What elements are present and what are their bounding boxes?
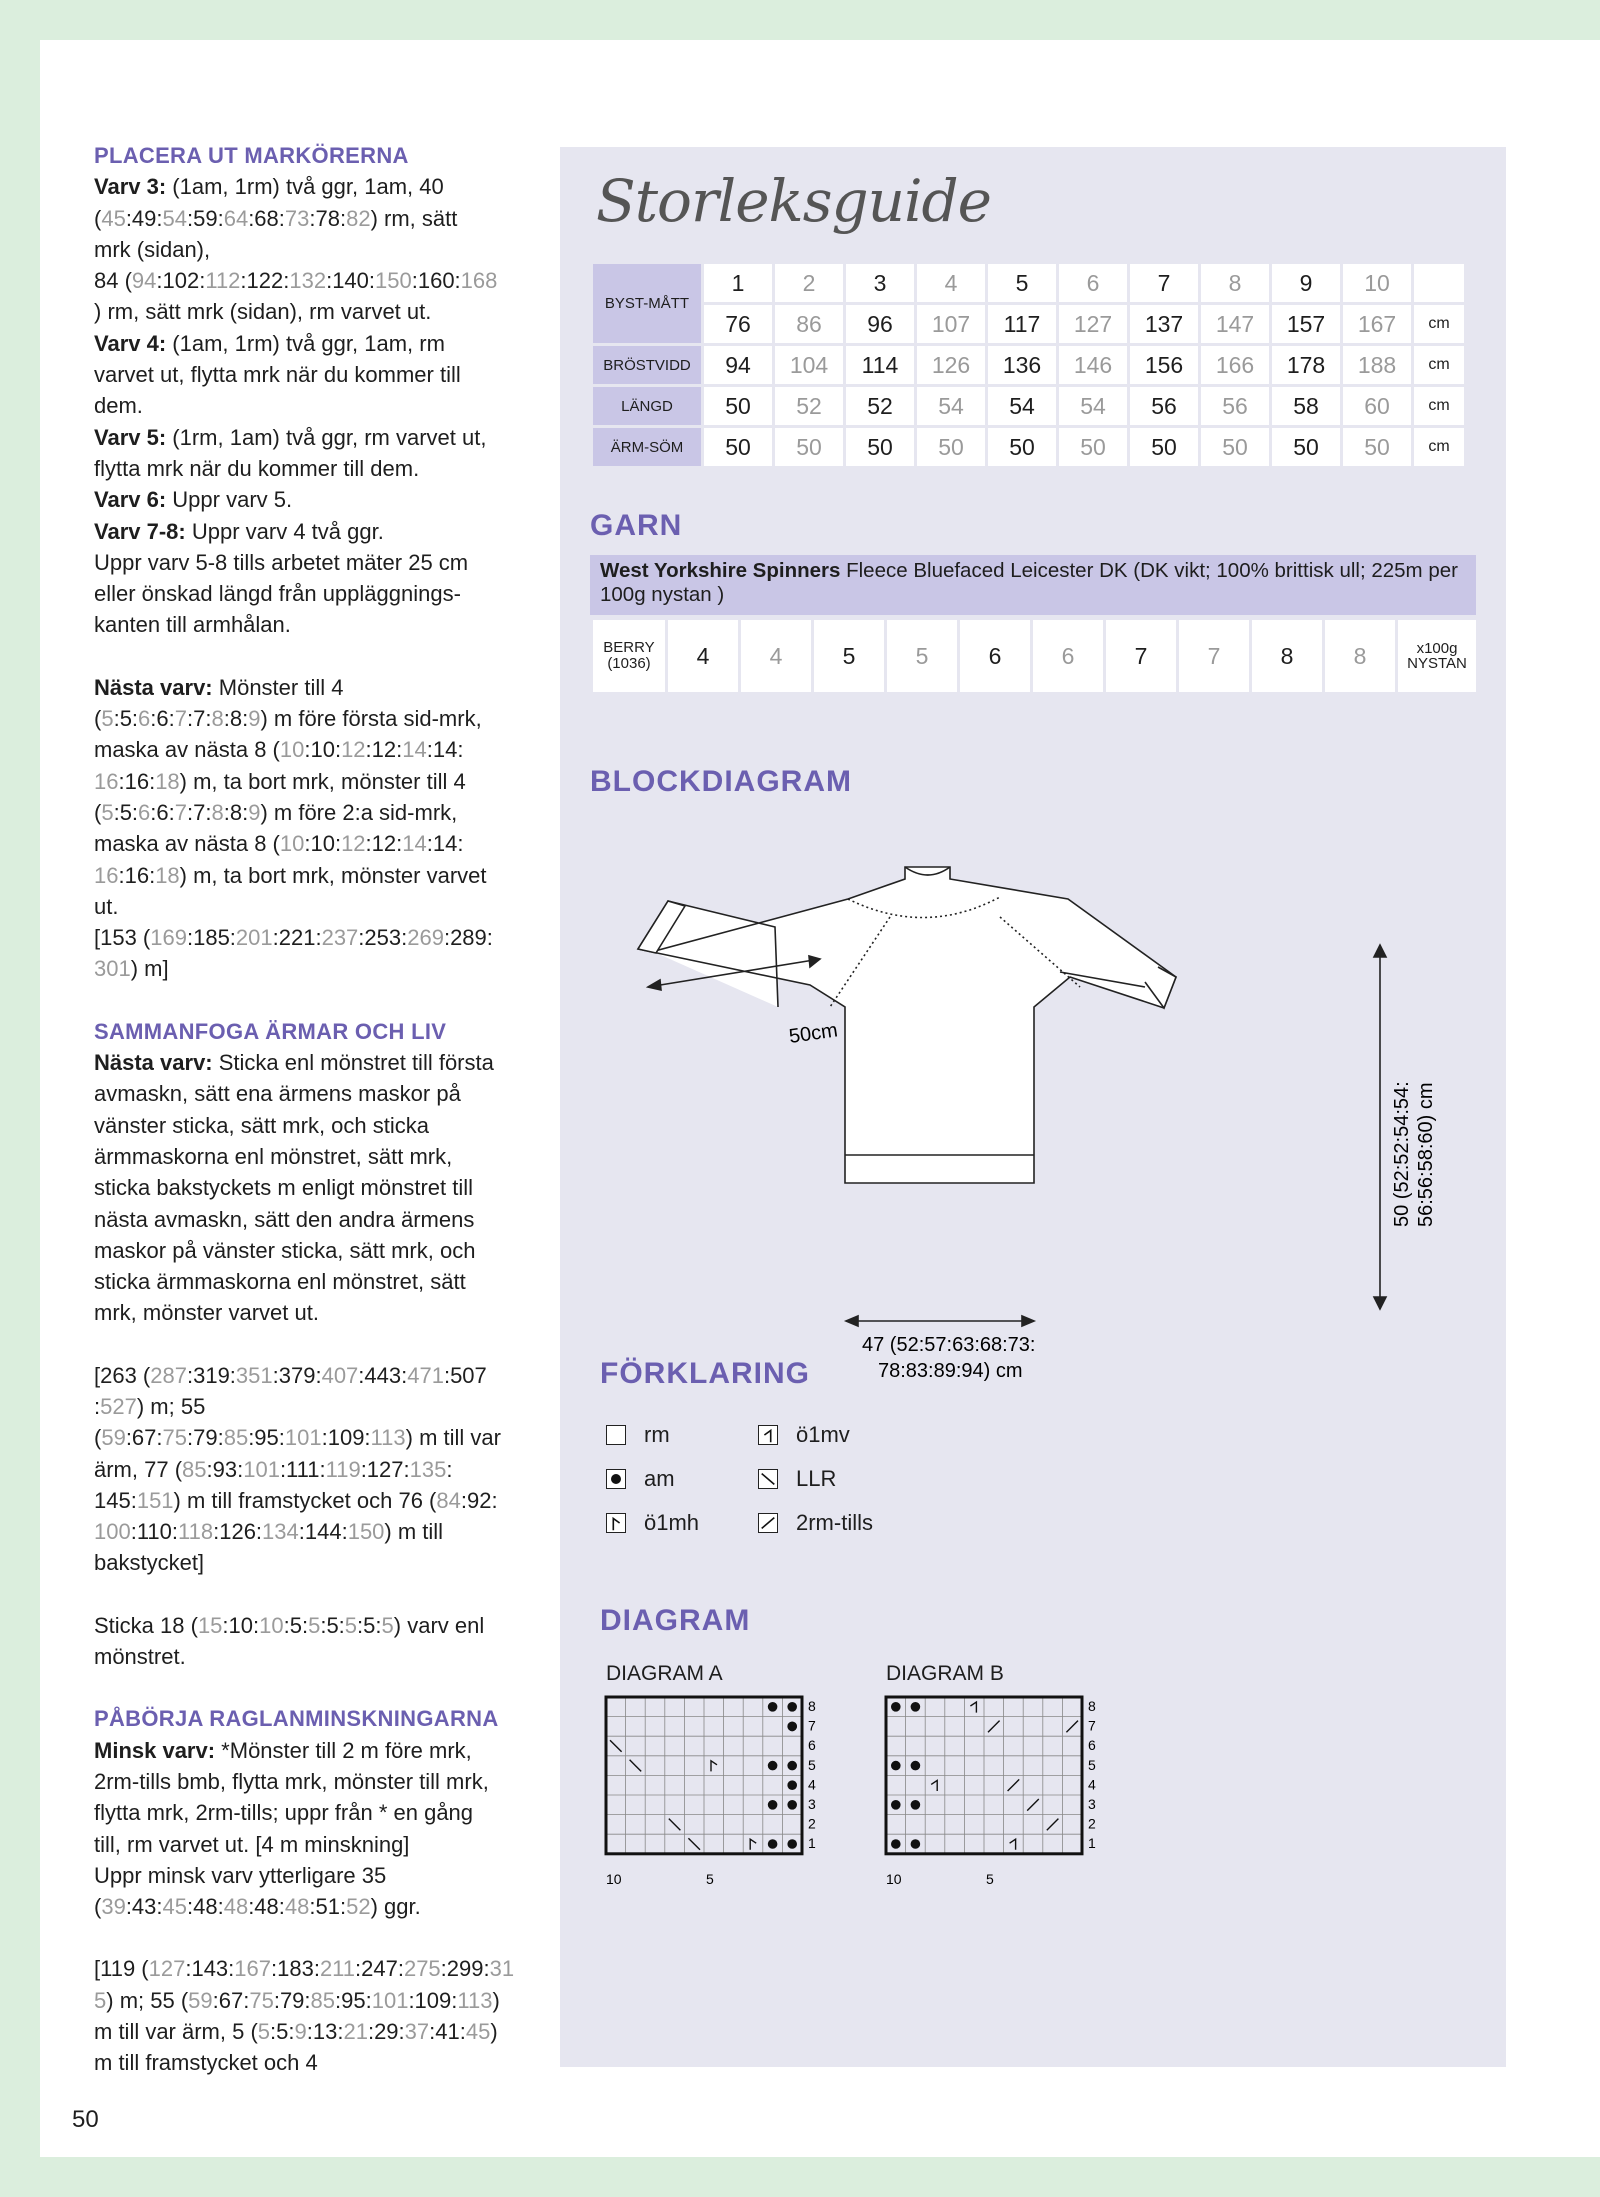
- heading-sammanfoga: SAMMANFOGA ÄRMAR OCH LIV: [94, 1018, 447, 1044]
- purl-dot: [787, 1761, 797, 1771]
- heading-placera: PLACERA UT MARKÖRERNA: [94, 143, 409, 168]
- decrease-mark: [688, 1838, 700, 1850]
- heading-raglan: PÅBÖRJA RAGLANMINSKNINGARNA: [94, 1706, 499, 1732]
- diag-right-icon: [758, 1513, 778, 1533]
- purl-dot: [768, 1839, 778, 1849]
- row-number: 4: [808, 1776, 816, 1793]
- row-number: 6: [1088, 1737, 1096, 1754]
- decrease-mark: [988, 1721, 1000, 1733]
- purl-dot: [768, 1800, 778, 1810]
- decrease-mark: [610, 1740, 622, 1752]
- legend-heading: FÖRKLARING: [600, 1357, 810, 1390]
- row-number: 8: [808, 1698, 816, 1714]
- left-lift-icon: [606, 1513, 626, 1533]
- lift-mark: [750, 1839, 756, 1850]
- row-number: 1: [1088, 1835, 1096, 1852]
- row-number: 5: [1088, 1756, 1096, 1773]
- purl-dot: [768, 1702, 778, 1712]
- row-label-length: LÄNGD: [593, 387, 701, 425]
- lift-mark: [970, 1702, 976, 1713]
- yarn-unit: x100g NYSTAN: [1398, 620, 1476, 692]
- purl-dot: [787, 1780, 797, 1790]
- row-number: 6: [808, 1737, 816, 1754]
- legend-rm: rm: [606, 1422, 670, 1448]
- width-label-2: 78:83:89:94) cm: [878, 1360, 1023, 1382]
- row-number: 1: [808, 1835, 816, 1852]
- col-number: 10: [886, 1870, 902, 1887]
- yarn-description: West Yorkshire Spinners Fleece Bluefaced Leicester DK (DK vikt; 100% brittisk ull; 225m per 100g nystan ): [590, 555, 1476, 615]
- sweater-schematic: [560, 787, 1506, 1387]
- diag-left-icon: [758, 1469, 778, 1489]
- lift-mark: [1010, 1839, 1016, 1850]
- legend-2rm-tills: 2rm-tills: [758, 1510, 873, 1536]
- diagram-a-label: DIAGRAM A: [606, 1662, 723, 1685]
- yarn-table: BERRY (1036) 4 4 5 5 6 6 7 7 8 8 x100g NYSTAN: [590, 617, 1479, 695]
- purl-dot: [768, 1761, 778, 1771]
- row-label-chest: BRÖSTVIDD: [593, 346, 701, 384]
- purl-dot: [911, 1761, 921, 1771]
- purl-dot: [787, 1702, 797, 1712]
- blank-square-icon: [606, 1425, 626, 1445]
- purl-dot: [787, 1722, 797, 1732]
- height-label-1: 50 (52:52:54:54:: [1391, 1081, 1413, 1227]
- purl-dot: [891, 1839, 901, 1849]
- sleeve-length-label: 50cm: [787, 1019, 840, 1048]
- row-number: 4: [1088, 1776, 1096, 1793]
- purl-dot: [911, 1839, 921, 1849]
- dot-square-icon: [606, 1469, 626, 1489]
- decrease-mark: [1027, 1799, 1039, 1811]
- yarn-heading: GARN: [590, 509, 683, 542]
- col-number: 5: [986, 1870, 994, 1887]
- row-number: 2: [808, 1815, 816, 1832]
- col-number: 10: [606, 1870, 622, 1887]
- diagram-b-chart: [884, 1695, 1124, 1887]
- diagram-b-label: DIAGRAM B: [886, 1662, 1004, 1685]
- row-label-sleeve: ÄRM-SÖM: [593, 428, 701, 466]
- purl-dot: [891, 1800, 901, 1810]
- purl-dot: [911, 1800, 921, 1810]
- page-number: 50: [72, 2106, 99, 2133]
- row-number: 7: [1088, 1717, 1096, 1734]
- row-number: 3: [1088, 1796, 1096, 1812]
- width-label-1: 47 (52:57:63:68:73:: [862, 1334, 1036, 1356]
- decrease-mark: [630, 1760, 642, 1772]
- legend-o1mh: ö1mh: [606, 1510, 699, 1536]
- size-table: BYST-MÅTT 1 2 3 4 5 6 7 8 9 10 76 86 96 107 117 127 137 147 157 167 cm BRÖSTVIDD 94 104 114 126 136 146 156 166 178 188 cm LÄNGD 50 52 52 54 54 54 56 56 58 60 cm ÄRM-SÖM 50 50 50 50 50 50 50 50 50 50 cm: [590, 261, 1467, 469]
- lift-mark: [711, 1761, 717, 1772]
- right-lift-icon: [758, 1425, 778, 1445]
- legend-o1mv: ö1mv: [758, 1422, 850, 1448]
- legend-am: am: [606, 1466, 675, 1492]
- decrease-mark: [1008, 1779, 1020, 1791]
- row-label-bust: BYST-MÅTT: [593, 264, 701, 343]
- purl-dot: [911, 1702, 921, 1712]
- diagram-heading: DIAGRAM: [600, 1604, 751, 1637]
- row-number: 8: [1088, 1698, 1096, 1714]
- decrease-mark: [669, 1819, 681, 1831]
- row-number: 3: [808, 1796, 816, 1812]
- purl-dot: [787, 1839, 797, 1849]
- purl-dot: [891, 1702, 901, 1712]
- decrease-mark: [1066, 1721, 1078, 1733]
- purl-dot: [891, 1761, 901, 1771]
- block-diagram-heading: BLOCKDIAGRAM: [590, 765, 852, 798]
- yarn-color: BERRY (1036): [593, 620, 665, 692]
- row-number: 5: [808, 1756, 816, 1773]
- instructions-column: PLACERA UT MARKÖRERNA Varv 3: (1am, 1rm) två ggr, 1am, 40 (45:49:54:59:64:68:73:78:82) rm, sätt mrk (sidan), 84 (94:102:112:122:132:140:150:160:168 ) rm, sätt mrk (sidan), rm varvet ut. Varv 4: (1am, 1rm) två ggr, 1am, rm varvet ut, flytta mrk när du kommer till dem. Varv 5: (1rm, 1am) två ggr, rm varvet ut, flytta mrk när du kommer till dem. Varv 6: Uppr varv 5. Varv 7-8: Uppr varv 4 två ggr. Uppr varv 5-8 tills arbetet mäter 25 cm eller önskad längd från uppläggnings- kanten till armhålan. Nästa varv: Mönster till 4 (5:5:6:6:7:7:8:8:9) m före första sid-mrk, maska av nästa 8 (10:10:12:12:14:14: 16:16:18) m, ta bort mrk, mönster till 4 (5:5:6:6:7:7:8:8:9) m före 2:a sid-mrk, maska av nästa 8 (10:10:12:12:14:14: 16:16:18) m, ta bort mrk, mönster varvet ut. [153 (169:185:201:221:237:253:269:289: 301) m] SAMMANFOGA ÄRMAR OCH LIV Nästa varv: Sticka enl mönstret till första avmaskn, sätt ena ärmens maskor på vänster sticka, sätt mrk, och sticka ärmmaskorna enl mönstret, sätt mrk, sticka bakstyckets m enligt mönstret till nästa avmaskn, sätt den andra ärmens maskor på vänster sticka, sätt mrk, och sticka ärmmaskorna enl mönstret, sätt mrk, mönster varvet ut. [263 (287:319:351:379:407:443:471:507 :527) m; 55 (59:67:75:79:85:95:101:109:113) m till var ärm, 77 (85:93:101:111:119:127:135: 145:151) m till framstycket och 76 (84:92: 100:110:118:126:134:144:150) m till bakstycket] Sticka 18 (15:10:10:5:5:5:5:5:5) varv enl mönstret. PÅBÖRJA RAGLANMINSKNINGARNA Minsk varv: *Mönster till 2 m före mrk, 2rm-tills bmb, flytta mrk, mönster till mrk, flytta mrk, 2rm-tills; uppr från * en gång till, rm varvet ut. [4 m minskning] Uppr minsk varv ytterligare 35 (39:43:45:48:48:48:48:51:52) ggr. [119 (127:143:167:183:211:247:275:299:31 5) m; 55 (59:67:75:79:85:95:101:109:113) m till var ärm, 5 (5:5:9:13:21:29:37:41:45) m till framstycket och 4: [94, 140, 534, 2079]
- decrease-mark: [1047, 1819, 1059, 1831]
- height-label-2: 56:56:58:60) cm: [1415, 1082, 1437, 1227]
- row-number: 7: [808, 1717, 816, 1734]
- col-number: 5: [706, 1870, 714, 1887]
- row-number: 2: [1088, 1815, 1096, 1832]
- lift-mark: [931, 1780, 937, 1791]
- diagram-a-chart: [604, 1695, 844, 1887]
- para: Varv 3: (1am, 1rm) två ggr, 1am, 40 (45:49:54:59:64:68:73:78:82) rm, sätt mrk (sidan), 84 (94:102:112:122:132:140:150:160:168 ) rm, sätt mrk (sidan), rm varvet ut.: [94, 174, 498, 325]
- size-guide-panel: [560, 147, 1506, 2067]
- purl-dot: [787, 1800, 797, 1810]
- page: [40, 40, 1600, 2157]
- size-guide-title: Storleksguide: [596, 167, 991, 235]
- legend-llr: LLR: [758, 1466, 836, 1492]
